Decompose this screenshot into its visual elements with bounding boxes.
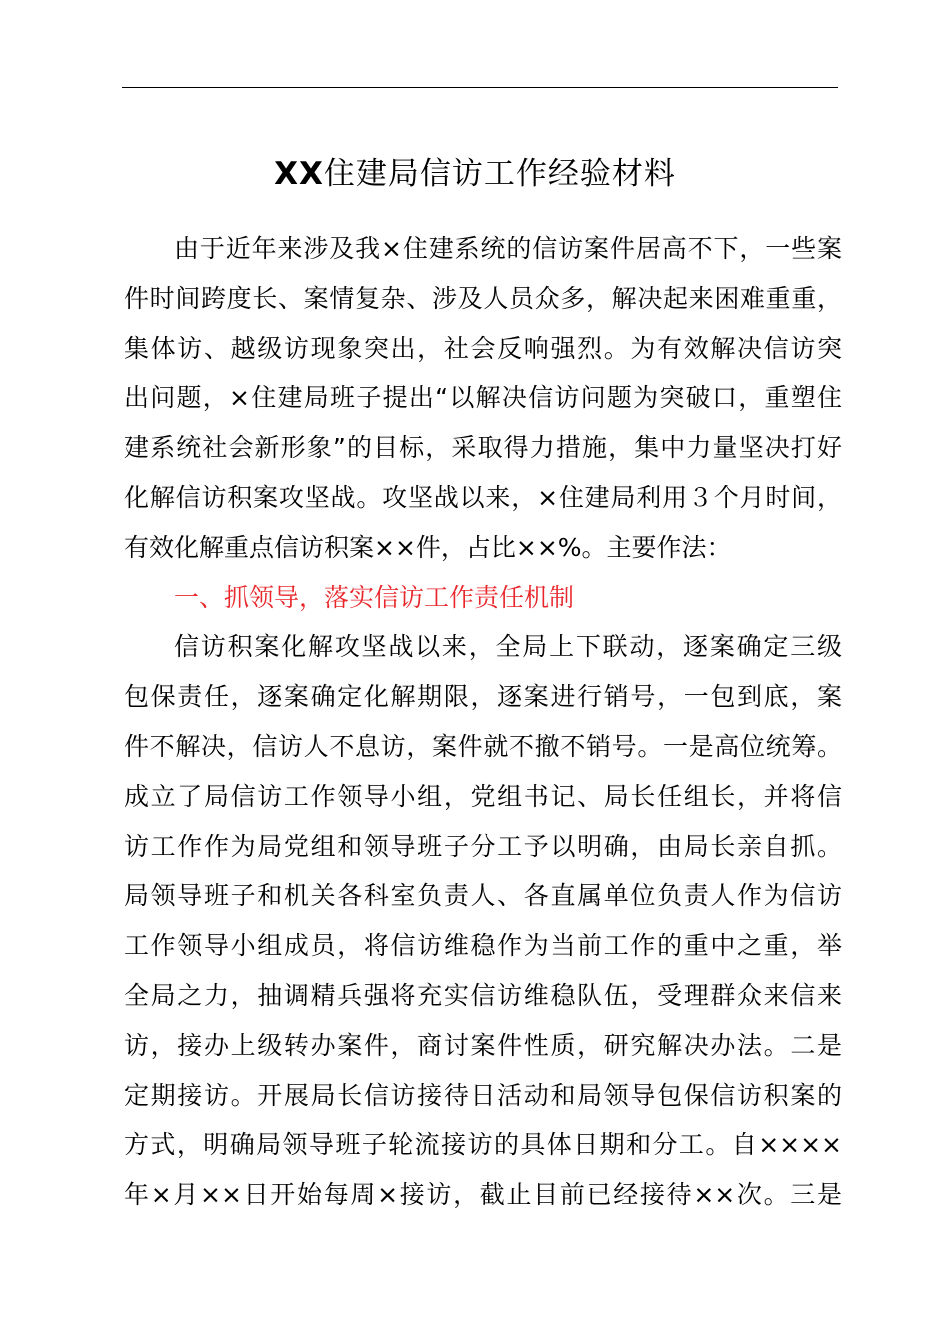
section-paragraph-line: 信访积案化解攻坚战以来，全局上下联动，逐案确定三级 (174, 632, 842, 662)
intro-paragraph-line: 件时间跨度长、案情复杂、涉及人员众多，解决起来困难重重， (124, 283, 842, 313)
section-paragraph-line: 方式，明确局领导班子轮流接访的具体日期和分工。自×××× (124, 1130, 842, 1160)
section-paragraph-line: 局领导班子和机关各科室负责人、各直属单位负责人作为信访 (124, 881, 842, 911)
intro-paragraph-line: 化解信访积案攻坚战。攻坚战以来，×住建局利用３个月时间， (124, 482, 842, 512)
intro-paragraph-line: 出问题，×住建局班子提出“以解决信访问题为突破口，重塑住 (124, 383, 842, 413)
section-paragraph-line: 访，接办上级转办案件，商讨案件性质，研究解决办法。二是 (124, 1030, 842, 1060)
section-paragraph-line: 年×月××日开始每周×接访，截止目前已经接待××次。三是 (124, 1180, 842, 1210)
section-paragraph-line: 全局之力，抽调精兵强将充实信访维稳队伍，受理群众来信来 (124, 980, 842, 1010)
intro-paragraph-line: 集体访、越级访现象突出，社会反响强烈。为有效解决信访突 (124, 333, 842, 363)
title-main: 住建局信访工作经验材料 (323, 156, 676, 192)
section-paragraph-line: 定期接访。开展局长信访接待日活动和局领导包保信访积案的 (124, 1080, 842, 1110)
document-title (0, 148, 950, 200)
intro-paragraph-line: 由于近年来涉及我×住建系统的信访案件居高不下，一些案 (174, 234, 842, 263)
section-paragraph-line: 成立了局信访工作领导小组，党组书记、局长任组长，并将信 (124, 781, 842, 811)
title-prefix: XX (274, 156, 324, 192)
intro-paragraph-line: 建系统社会新形象”的目标，采取得力措施，集中力量坚决打好 (124, 433, 842, 463)
section-paragraph-line: 件不解决，信访人不息访，案件就不撤不销号。一是高位统筹。 (124, 731, 842, 761)
section-paragraph-line: 包保责任，逐案确定化解期限，逐案进行销号，一包到底，案 (124, 682, 842, 712)
section-paragraph-line: 访工作作为局党组和领导班子分工予以明确，由局长亲自抓。 (124, 831, 842, 861)
section-paragraph-line: 工作领导小组成员，将信访维稳作为当前工作的重中之重，举 (124, 931, 842, 961)
section-heading: 一、抓领导，落实信访工作责任机制 (174, 582, 575, 612)
intro-paragraph-line: 有效化解重点信访积案××件，占比××%。主要作法： (124, 532, 732, 562)
header-rule (122, 87, 838, 88)
document-body (124, 224, 842, 1220)
